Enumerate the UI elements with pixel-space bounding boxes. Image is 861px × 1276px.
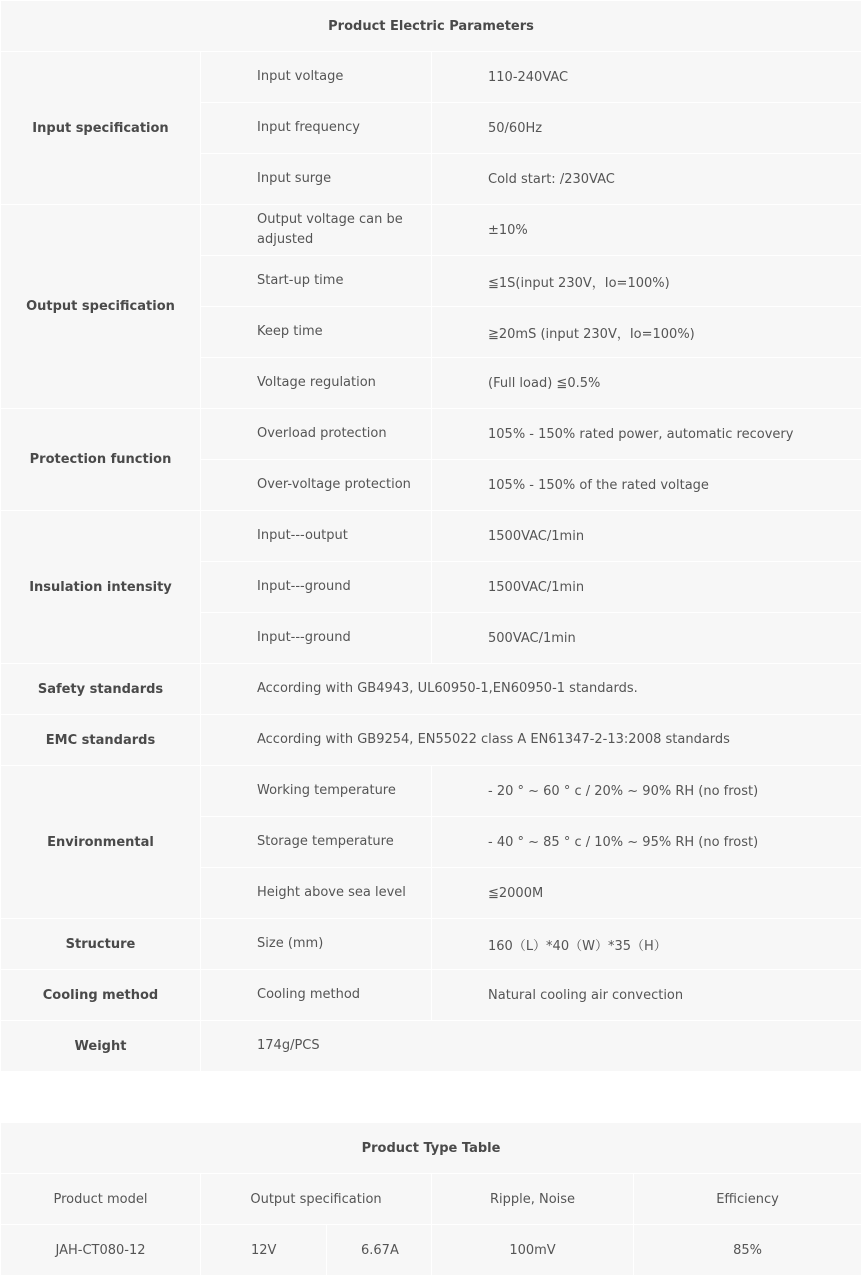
param-value: 160（L）*40（W）*35（H）: [432, 919, 861, 970]
section-label-structure: Structure: [1, 919, 201, 970]
param-value: According with GB9254, EN55022 class A EN61347-2-13:2008 standards: [201, 715, 861, 766]
param-name: Input surge: [201, 154, 432, 205]
section-label-protection: Protection function: [1, 409, 201, 511]
table-row: [1, 409, 861, 460]
section-label-environmental: Environmental: [1, 766, 201, 919]
param-value: - 20 ° ~ 60 ° c / 20% ~ 90% RH (no frost): [432, 766, 861, 817]
table-title: Product Electric Parameters: [1, 1, 861, 52]
param-value: ±10%: [432, 205, 861, 256]
param-name: Input---ground: [201, 562, 432, 613]
param-name: Size (mm): [201, 919, 432, 970]
section-label-cooling: Cooling method: [1, 970, 201, 1021]
column-header: Ripple, Noise: [432, 1174, 634, 1225]
param-value: 50/60Hz: [432, 103, 861, 154]
section-label-output: Output specification: [1, 205, 201, 409]
param-name: Start-up time: [201, 256, 432, 307]
param-name: Voltage regulation: [201, 358, 432, 409]
param-name: Input---ground: [201, 613, 432, 664]
param-name: Input frequency: [201, 103, 432, 154]
param-value: Cold start: /230VAC: [432, 154, 861, 205]
param-value: 105% - 150% of the rated voltage: [432, 460, 861, 511]
table-row: [1, 970, 861, 1021]
section-label-input: Input specification: [1, 52, 201, 205]
param-name: Cooling method: [201, 970, 432, 1021]
param-name: Keep time: [201, 307, 432, 358]
param-name: Working temperature: [201, 766, 432, 817]
column-header: Product model: [1, 1174, 201, 1225]
param-value: 1500VAC/1min: [432, 562, 861, 613]
param-name: Storage temperature: [201, 817, 432, 868]
param-value: 110-240VAC: [432, 52, 861, 103]
param-value: ≧20mS (input 230V，Io=100%): [432, 307, 861, 358]
param-value: ≦2000M: [432, 868, 861, 919]
section-label-insulation: Insulation intensity: [1, 511, 201, 664]
table-row: [1, 766, 861, 817]
section-label-safety: Safety standards: [1, 664, 201, 715]
param-name: Input voltage: [201, 52, 432, 103]
model-cell: JAH-CT080-12: [1, 1225, 201, 1276]
param-value: 105% - 150% rated power, automatic recovery: [432, 409, 861, 460]
param-value: Natural cooling air convection: [432, 970, 861, 1021]
ripple-cell: 100mV: [432, 1225, 634, 1276]
table-row: [1, 664, 861, 715]
param-value: - 40 ° ~ 85 ° c / 10% ~ 95% RH (no frost): [432, 817, 861, 868]
voltage-cell: 12V: [201, 1225, 327, 1276]
param-name: Output voltage can be adjusted: [201, 205, 432, 256]
param-name: Height above sea level: [201, 868, 432, 919]
section-label-emc: EMC standards: [1, 715, 201, 766]
param-value: 174g/PCS: [201, 1021, 861, 1072]
param-name: Input---output: [201, 511, 432, 562]
param-name: Over-voltage protection: [201, 460, 432, 511]
product-type-table: [0, 1122, 861, 1276]
section-gap: [0, 1072, 861, 1122]
column-header: Output specification: [201, 1174, 432, 1225]
param-value: 500VAC/1min: [432, 613, 861, 664]
table-row: [1, 1021, 861, 1072]
table-row: [1, 1225, 861, 1276]
table-row: [1, 205, 861, 256]
param-value: (Full load) ≦0.5%: [432, 358, 861, 409]
param-value: 1500VAC/1min: [432, 511, 861, 562]
table-row: [1, 715, 861, 766]
table-title: Product Type Table: [1, 1123, 861, 1174]
table-row: [1, 919, 861, 970]
current-cell: 6.67A: [327, 1225, 432, 1276]
table-row: [1, 52, 861, 103]
section-label-weight: Weight: [1, 1021, 201, 1072]
param-value: According with GB4943, UL60950-1,EN60950-1 standards.: [201, 664, 861, 715]
table-header-row: [1, 1174, 861, 1225]
param-name: Overload protection: [201, 409, 432, 460]
column-header: Efficiency: [634, 1174, 861, 1225]
table-row: [1, 511, 861, 562]
param-value: ≦1S(input 230V，Io=100%): [432, 256, 861, 307]
efficiency-cell: 85%: [634, 1225, 861, 1276]
